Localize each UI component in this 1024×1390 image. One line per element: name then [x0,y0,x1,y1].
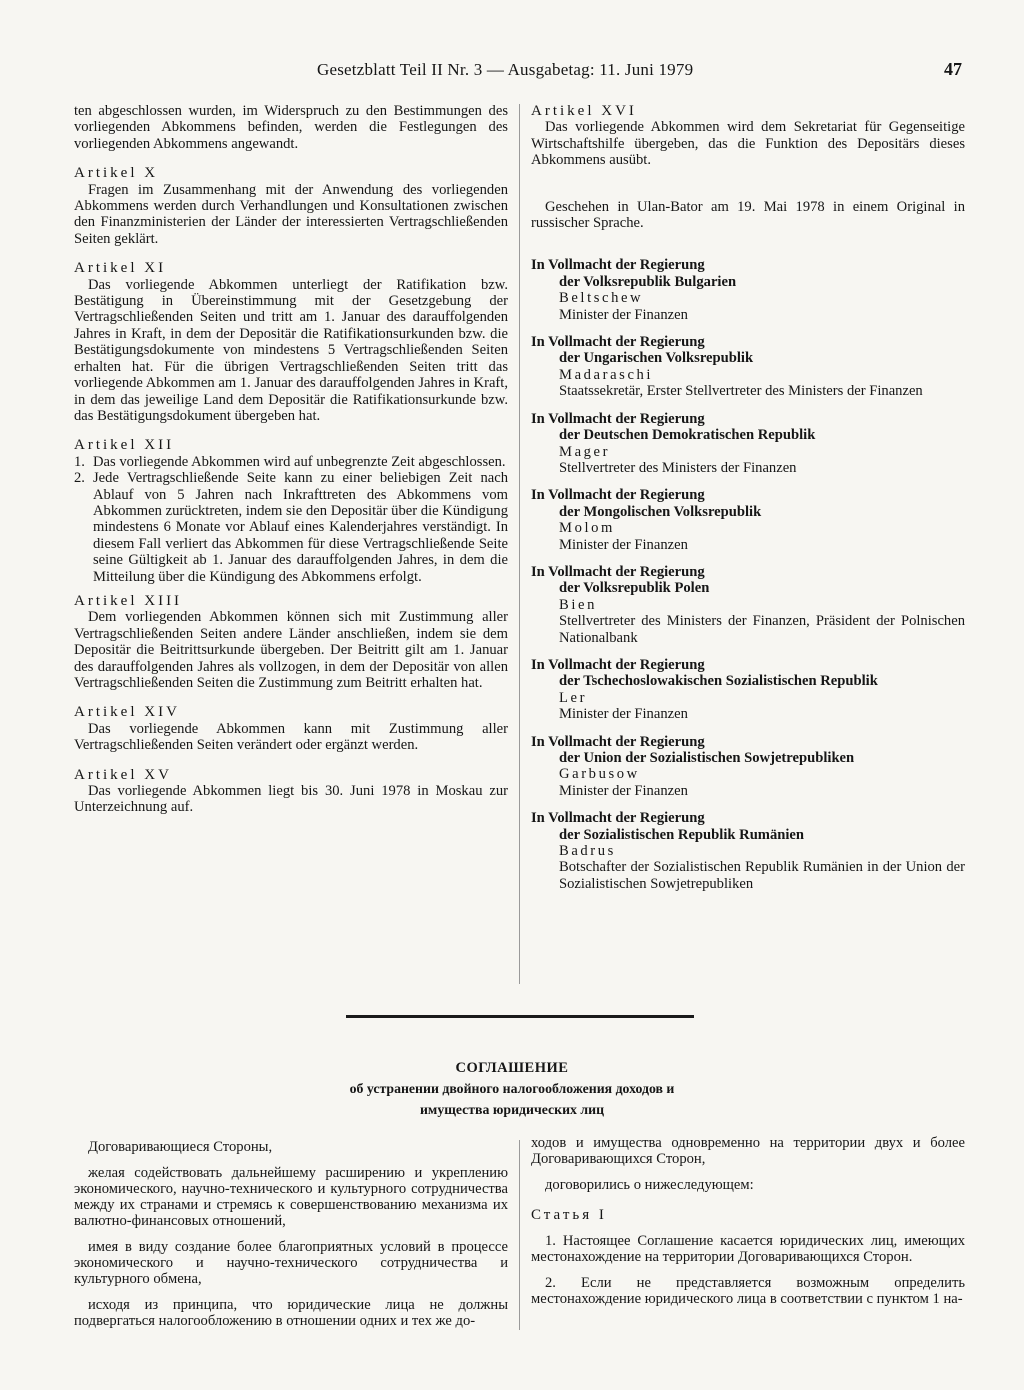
agreement-subtitle-line-1: об устранении двойного налогообложения доходов и [349,1081,675,1096]
signatory-role: Stellvertreter des Ministers der Finanzen, Präsident der Polnischen Nationalbank [559,613,965,646]
item-number: 2. [74,470,85,487]
preamble-paragraph: исходя из принципа, что юридические лица не должны подвергаться налогообложению в отношении одних и тех же до- [74,1297,508,1329]
agreed-statement: договорились о нижеследующем: [545,1177,754,1193]
signature-authority: In Vollmacht der Regierung [531,487,705,504]
signature-country: der Volksrepublik Polen [559,580,710,597]
signature-authority: In Vollmacht der Regierung [531,810,705,827]
item-number: 1. [74,453,85,470]
preamble-paragraph: имея в виду создание более благоприятных условий в процессе экономического и научно-технического сотрудничества и культурного обмена, [74,1239,508,1287]
page-header [0,60,1024,84]
article-11-title: Artikel XI [74,260,167,277]
article-16-title: Artikel XVI [531,103,637,119]
signatory-name: Garbusow [559,766,640,783]
signatory-name: Ler [559,689,588,706]
article-12-title: Artikel XII [74,437,175,454]
article-14-text: Das vorliegende Abkommen kann mit Zustimmung aller Vertragschließenden Seiten verändert oder ergänzt werden. [74,720,508,754]
signature-block [531,487,965,553]
signatory-role: Minister der Finanzen [559,306,688,323]
signature-authority: In Vollmacht der Regierung [531,733,705,750]
signatory-role: Minister der Finanzen [559,536,688,553]
signature-authority: In Vollmacht der Regierung [531,334,705,351]
article-16-text: Das vorliegende Abkommen wird dem Sekretariat für Gegenseitige Wirtschaftshilfe übergeben, das die Funktion des Depositärs dieses Abkommens ausübt. [531,119,965,169]
signature-country: der Union der Sozialistischen Sowjetrepubliken [559,750,855,766]
signature-country: der Volksrepublik Bulgarien [559,273,737,290]
signature-authority: In Vollmacht der Regierung [531,563,705,580]
signing-statement: Geschehen in Ulan-Bator am 19. Mai 1978 in einem Original in russischer Sprache. [531,198,965,232]
paragraph-continuation: ten abgeschlossen wurden, im Widerspruch zu den Bestimmungen des vorliegenden Abkommens befinden, werden die Festlegungen des vorliegenden Abkommens angewandt. [74,103,508,152]
signatory-name: Madaraschi [559,366,654,383]
signature-country: der Mongolischen Volksrepublik [559,503,762,520]
right-column [531,103,965,903]
signatory-role: Staatssekretär, Erster Stellvertreter des Ministers der Finanzen [559,383,923,400]
article-1-paragraph-1: 1. Настоящее Соглашение касается юридических лиц, имеющих местонахождение на территории Договаривающихся Сторон. [531,1233,965,1265]
signatory-name: Molom [559,520,615,537]
signatory-role: Stellvertreter des Ministers der Finanzen [559,459,797,476]
article-14-title: Artikel XIV [74,704,180,721]
column-divider [519,104,520,984]
preamble-continuation: ходов и имущества одновременно на территории двух и более Договаривающихся Сторон, [531,1135,965,1167]
left-column [74,103,508,816]
signature-block [531,810,965,892]
signature-authority: In Vollmacht der Regierung [531,410,705,427]
signature-block [531,411,965,477]
signature-block [531,257,965,323]
article-12-item-2 [74,470,508,585]
article-10-text: Fragen im Zusammenhang mit der Anwendung des vorliegenden Abkommens werden durch Verhandlungen und Konsultationen zwischen den Finanzministerien der Länder der interessierten Vertragschließenden Seiten geklärt. [74,181,508,247]
preamble-paragraph: желая содействовать дальнейшему расширению и укреплению экономического, научно-технического и культурного сотрудничества между их странами и стремясь к совершенствованию механизма их валютно-финансовых отношений, [74,1165,508,1229]
article-12-item-1 [74,454,508,470]
signatory-name: Beltschew [559,290,644,307]
signature-country: der Tschechoslowakischen Sozialistischen Republik [559,673,878,690]
article-11-text: Das vorliegende Abkommen unterliegt der Ratifikation bzw. Bestätigung in Übereinstimmung mit der Gesetzgebung der Vertragschließenden Seiten und tritt am 1. Januar des darauffolgenden Jahres in Kraft, in dem der Depositär die Ratifikationsurkunden bzw. die Bestätigungsdokumente von mindestens 5 Vertragschließenden Seiten erhalten hat. Für die übrigen Vertragschließenden Seiten tritt das vorliegende Abkommen am 1. Januar des darauffolgenden Jahres in Kraft, in dem das jeweilige Land dem Depositär die Ratifikationsurkunde bzw. das Bestätigungsdokument übergeben hat. [74,276,508,424]
agreement-subtitle-line-2: имущества юридических лиц [419,1102,605,1117]
article-1-title: Статья I [531,1207,607,1223]
article-10-title: Artikel X [74,165,159,182]
header-title: Gesetzblatt Teil II Nr. 3 — Ausgabetag: 11. Juni 1979 [317,60,694,79]
signatory-name: Mager [559,443,611,460]
column-divider [519,1140,520,1330]
signatory-name: Badrus [559,843,616,860]
article-1-paragraph-2: 2. Если не представляется возможным определить местонахождение юридического лица в соответствии с пунктом 1 на- [531,1275,965,1307]
item-text: Das vorliegende Abkommen wird auf unbegrenzte Zeit abgeschlossen. [93,453,506,470]
article-15-title: Artikel XV [74,766,172,783]
signatory-role: Minister der Finanzen [559,706,688,723]
signature-block [531,334,965,400]
signature-country: der Ungarischen Volksrepublik [559,350,754,367]
signature-block [531,564,965,646]
russian-right-column [531,1135,965,1307]
signature-authority: In Vollmacht der Regierung [531,257,705,274]
page-number: 47 [944,59,962,79]
section-separator [346,1015,694,1018]
russian-left-column [74,1139,508,1329]
signatory-name: Bien [559,596,597,613]
signatory-role: Botschafter der Sozialistischen Republik Rumänien in der Union der Sozialistischen Sowjetrepubliken [559,859,965,892]
russian-heading [0,1058,1024,1120]
article-15-text: Das vorliegende Abkommen liegt bis 30. Juni 1978 in Moskau zur Unterzeichnung auf. [74,783,508,816]
preamble-parties: Договаривающиеся Стороны, [88,1139,273,1155]
article-13-text: Dem vorliegenden Abkommen können sich mit Zustimmung aller Vertragschließenden Seiten andere Länder anschließen, indem sie dem Depositär die Beitrittsurkunde übergeben. Der Beitritt gilt am 1. Januar des darauffolgenden Jahres als vollzogen, in dem der Depositär von allen Vertragschließenden Seiten die Zustimmung zum Beitritt erhalten hat. [74,609,508,691]
agreement-title: СОГЛАШЕНИЕ [455,1060,569,1076]
signatory-role: Minister der Finanzen [559,782,688,799]
signature-country: der Sozialistischen Republik Rumänien [559,826,805,843]
signature-block [531,734,965,800]
article-13-title: Artikel XIII [74,592,183,609]
item-text: Jede Vertragschließende Seite kann zu einer beliebigen Zeit nach Ablauf von 5 Jahren nach Inkrafttreten des Abkommens vom Abkommen zurücktreten, indem sie den Depositär über die Kündigung mindestens 6 Monate vor Ablauf eines Kalenderjahres verständigt. In diesem Fall verliert das Abkommen für diese Vertragschließende Seite seine Gültigkeit ab 1. Januar des darauffolgenden Jahres, in dem die Mitteilung über die Kündigung des Abkommens erfolgt. [93,470,508,585]
signature-country: der Deutschen Demokratischen Republik [559,427,816,444]
signature-block [531,657,965,723]
signature-authority: In Vollmacht der Regierung [531,656,705,673]
